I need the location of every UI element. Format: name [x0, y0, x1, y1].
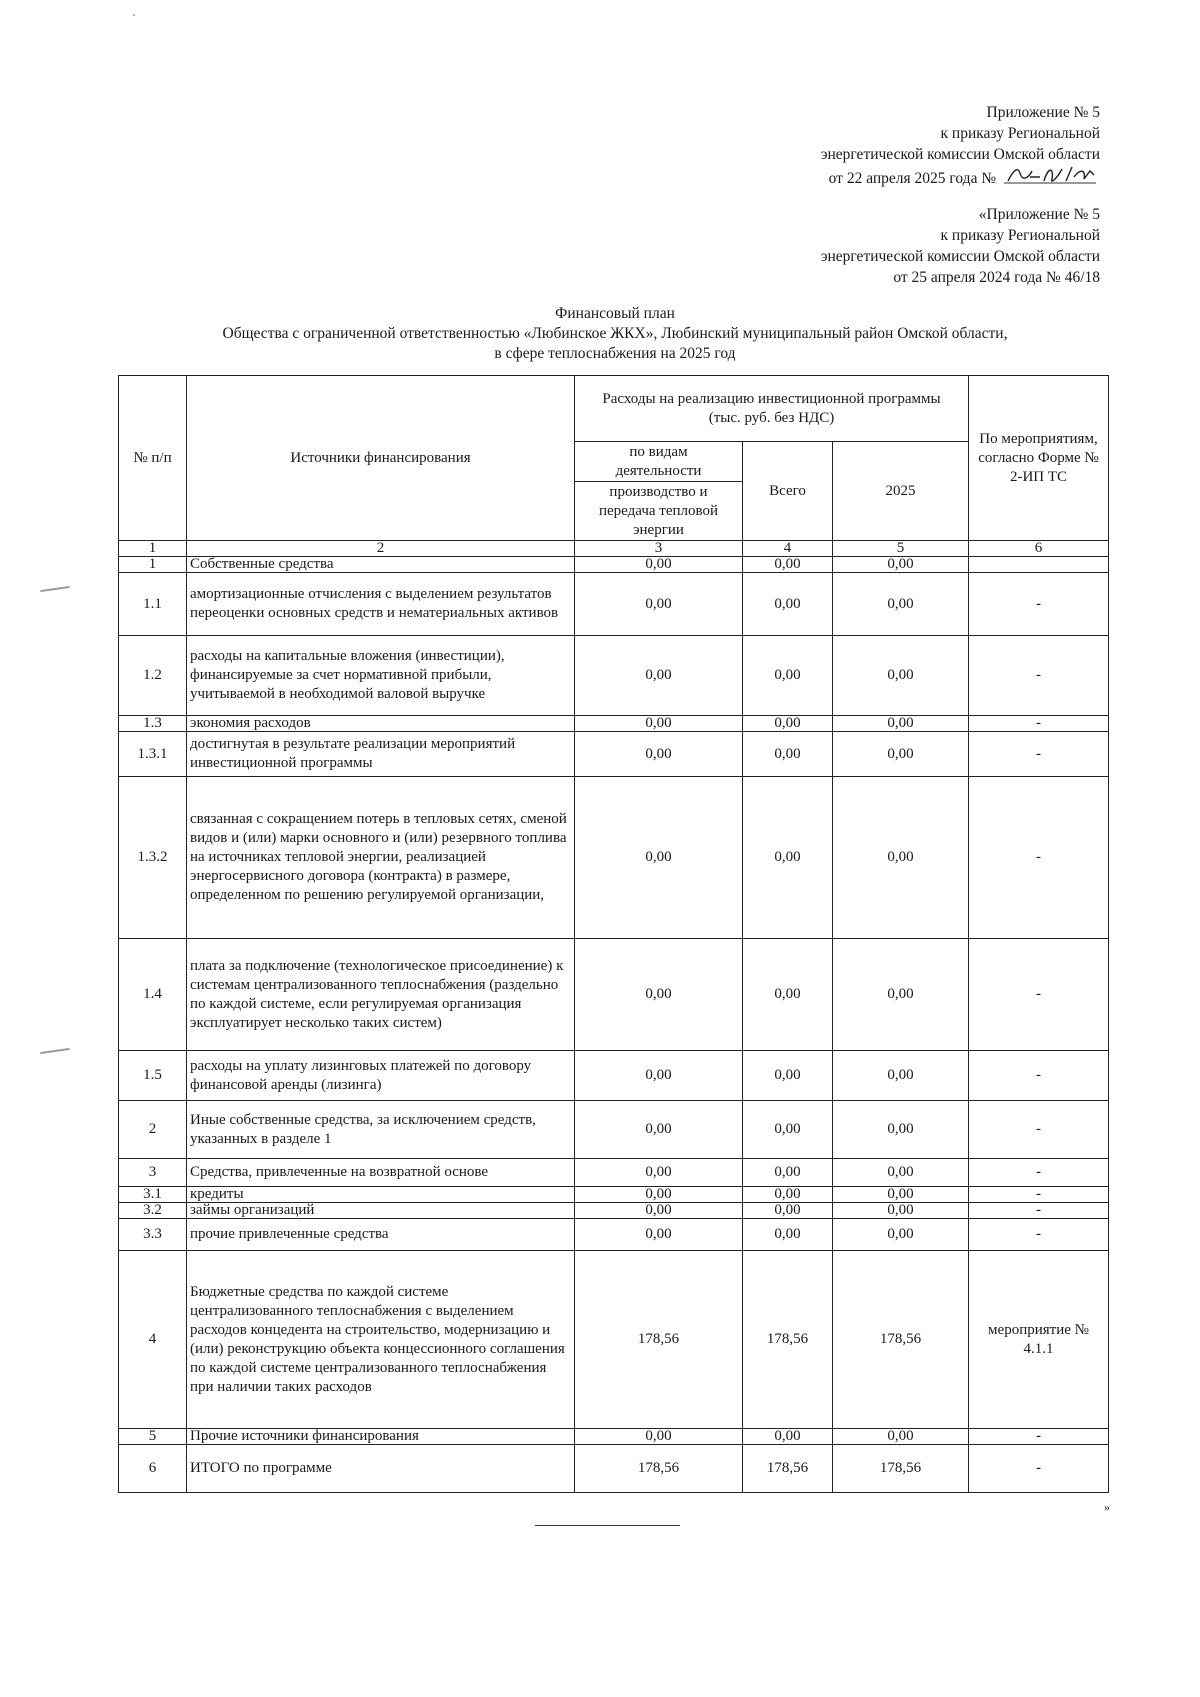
column-number-cell: 4	[743, 541, 833, 557]
row-year-value: 0,00	[833, 1219, 969, 1251]
row-production-value: 0,00	[575, 573, 743, 636]
column-number-cell: 5	[833, 541, 969, 557]
header-line: энергетической комиссии Омской области	[820, 248, 1100, 265]
row-production-value: 0,00	[575, 1159, 743, 1187]
row-year-value: 0,00	[833, 716, 969, 732]
header-line: энергетической комиссии Омской области	[820, 146, 1100, 163]
table-row	[119, 1051, 1109, 1101]
row-number: 1.2	[119, 636, 187, 716]
financial-plan-table	[118, 375, 1109, 1493]
row-source-name: Бюджетные средства по каждой системе централизованного теплоснабжения с выделением расходов концедента на строительство, модернизацию и (или) реконструкцию объекта концессионного соглашения по каждой системе централизованного теплоснабжения при наличии таких расходов	[187, 1251, 575, 1429]
row-year-value: 0,00	[833, 777, 969, 939]
closing-divider	[535, 1525, 680, 1526]
row-number: 5	[119, 1429, 187, 1445]
row-events-ref: мероприятие № 4.1.1	[969, 1251, 1109, 1429]
row-source-name: Собственные средства	[187, 557, 575, 573]
row-production-value: 0,00	[575, 939, 743, 1051]
row-source-name: экономия расходов	[187, 716, 575, 732]
row-source-name: займы организаций	[187, 1203, 575, 1219]
title-line: в сфере теплоснабжения на 2025 год	[494, 345, 736, 362]
table-row	[119, 1203, 1109, 1219]
row-source-name: плата за подключение (технологическое присоединение) к системам централизованного теплоснабжения (раздельно по каждой системе, если регулируемая организация эксплуатирует несколько таких систем)	[187, 939, 575, 1051]
row-year-value: 0,00	[833, 636, 969, 716]
row-number: 4	[119, 1251, 187, 1429]
row-production-value: 0,00	[575, 1203, 743, 1219]
row-year-value: 0,00	[833, 939, 969, 1051]
row-total-value: 0,00	[743, 1219, 833, 1251]
header-num: № п/п	[119, 376, 187, 541]
table-row	[119, 1251, 1109, 1429]
row-year-value: 0,00	[833, 1187, 969, 1203]
row-events-ref: -	[969, 1429, 1109, 1445]
row-events-ref: -	[969, 1203, 1109, 1219]
header-events: По мероприятиям, согласно Форме № 2-ИП ТС	[969, 376, 1109, 541]
row-production-value: 0,00	[575, 716, 743, 732]
table-row	[119, 1445, 1109, 1493]
column-number-cell: 2	[187, 541, 575, 557]
title-line: Финансовый план	[555, 305, 675, 322]
row-number: 1.5	[119, 1051, 187, 1101]
table-row	[119, 777, 1109, 939]
closing-quote-mark: »	[1104, 1500, 1110, 1514]
column-number-cell: 6	[969, 541, 1109, 557]
row-events-ref	[969, 557, 1109, 573]
row-number: 1.3	[119, 716, 187, 732]
row-production-value: 0,00	[575, 1101, 743, 1159]
header-source: Источники финансирования	[187, 376, 575, 541]
table-row	[119, 636, 1109, 716]
row-number: 3.2	[119, 1203, 187, 1219]
row-events-ref: -	[969, 1219, 1109, 1251]
row-total-value: 178,56	[743, 1445, 833, 1493]
table-row	[119, 1101, 1109, 1159]
scan-mark	[40, 1048, 70, 1054]
row-total-value: 0,00	[743, 732, 833, 777]
row-source-name: связанная с сокращением потерь в тепловых сетях, сменой видов и (или) марки основного и (или) резервного топлива на источниках тепловой энергии, реализацией энергосервисного договора (контракта) в размере, определенном по решению регулируемой организации,	[187, 777, 575, 939]
row-production-value: 0,00	[575, 732, 743, 777]
table-row	[119, 939, 1109, 1051]
row-production-value: 0,00	[575, 777, 743, 939]
row-number: 2	[119, 1101, 187, 1159]
row-source-name: Иные собственные средства, за исключением средств, указанных в разделе 1	[187, 1101, 575, 1159]
column-number-cell: 1	[119, 541, 187, 557]
row-events-ref: -	[969, 636, 1109, 716]
row-events-ref: -	[969, 777, 1109, 939]
row-number: 3.1	[119, 1187, 187, 1203]
scan-mark	[133, 14, 135, 16]
row-events-ref: -	[969, 573, 1109, 636]
row-production-value: 178,56	[575, 1251, 743, 1429]
table-row	[119, 1429, 1109, 1445]
row-total-value: 0,00	[743, 1101, 833, 1159]
table-row	[119, 557, 1109, 573]
row-production-value: 0,00	[575, 1051, 743, 1101]
row-source-name: ИТОГО по программе	[187, 1445, 575, 1493]
row-source-name: расходы на капитальные вложения (инвестиции), финансируемые за счет нормативной прибыли, учитываемой в необходимой валовой выручке	[187, 636, 575, 716]
header-line: Приложение № 5	[986, 104, 1100, 121]
handwritten-number-signature	[1000, 165, 1100, 187]
row-events-ref: -	[969, 1051, 1109, 1101]
row-source-name: Средства, привлеченные на возвратной основе	[187, 1159, 575, 1187]
row-events-ref: -	[969, 1101, 1109, 1159]
title-line: Общества с ограниченной ответственностью «Любинское ЖКХ», Любинский муниципальный район Омской области,	[222, 325, 1008, 342]
document-title	[110, 304, 1120, 364]
row-total-value: 0,00	[743, 1429, 833, 1445]
header-order-line	[821, 165, 1100, 189]
table-row	[119, 1219, 1109, 1251]
row-source-name: амортизационные отчисления с выделением результатов переоценки основных средств и нематериальных активов	[187, 573, 575, 636]
header-previous-order	[821, 204, 1100, 288]
row-production-value: 0,00	[575, 1429, 743, 1445]
row-total-value: 0,00	[743, 1051, 833, 1101]
row-number: 1.1	[119, 573, 187, 636]
row-total-value: 0,00	[743, 636, 833, 716]
header-line: к приказу Региональной	[940, 125, 1100, 142]
row-events-ref: -	[969, 1445, 1109, 1493]
header-line: «Приложение № 5	[978, 206, 1100, 223]
row-year-value: 178,56	[833, 1445, 969, 1493]
row-number: 3.3	[119, 1219, 187, 1251]
order-date-label: от 22 апреля 2025 года №	[828, 170, 997, 187]
row-number: 1	[119, 557, 187, 573]
header-total: Всего	[743, 442, 833, 541]
row-total-value: 0,00	[743, 777, 833, 939]
row-year-value: 0,00	[833, 1101, 969, 1159]
row-production-value: 0,00	[575, 1187, 743, 1203]
header-line: от 25 апреля 2024 года № 46/18	[893, 269, 1100, 286]
row-source-name: прочие привлеченные средства	[187, 1219, 575, 1251]
row-source-name: Прочие источники финансирования	[187, 1429, 575, 1445]
table-row	[119, 1159, 1109, 1187]
row-total-value: 0,00	[743, 1187, 833, 1203]
header-expenses: Расходы на реализацию инвестиционной программы (тыс. руб. без НДС)	[575, 376, 969, 442]
row-source-name: расходы на уплату лизинговых платежей по договору финансовой аренды (лизинга)	[187, 1051, 575, 1101]
table-row	[119, 716, 1109, 732]
row-production-value: 0,00	[575, 557, 743, 573]
row-number: 6	[119, 1445, 187, 1493]
row-total-value: 0,00	[743, 939, 833, 1051]
header-year: 2025	[833, 442, 969, 541]
scan-mark	[40, 586, 70, 592]
row-total-value: 178,56	[743, 1251, 833, 1429]
row-total-value: 0,00	[743, 557, 833, 573]
row-production-value: 0,00	[575, 636, 743, 716]
row-production-value: 0,00	[575, 1219, 743, 1251]
row-events-ref: -	[969, 732, 1109, 777]
row-total-value: 0,00	[743, 1203, 833, 1219]
row-year-value: 0,00	[833, 1203, 969, 1219]
column-numbers-row	[119, 541, 1109, 557]
row-number: 1.4	[119, 939, 187, 1051]
row-year-value: 0,00	[833, 1429, 969, 1445]
row-number: 3	[119, 1159, 187, 1187]
row-year-value: 0,00	[833, 573, 969, 636]
row-year-value: 0,00	[833, 732, 969, 777]
header-by-activity: по видам деятельности	[575, 442, 743, 482]
row-events-ref: -	[969, 716, 1109, 732]
header-line: к приказу Региональной	[940, 227, 1100, 244]
row-total-value: 0,00	[743, 716, 833, 732]
table-row	[119, 732, 1109, 777]
row-events-ref: -	[969, 1159, 1109, 1187]
row-number: 1.3.1	[119, 732, 187, 777]
row-production-value: 178,56	[575, 1445, 743, 1493]
row-year-value: 0,00	[833, 1051, 969, 1101]
table-row	[119, 1187, 1109, 1203]
column-number-cell: 3	[575, 541, 743, 557]
row-source-name: достигнутая в результате реализации мероприятий инвестиционной программы	[187, 732, 575, 777]
header-production: производство и передача тепловой энергии	[575, 482, 743, 541]
row-total-value: 0,00	[743, 573, 833, 636]
row-events-ref: -	[969, 939, 1109, 1051]
row-total-value: 0,00	[743, 1159, 833, 1187]
row-year-value: 0,00	[833, 557, 969, 573]
row-year-value: 178,56	[833, 1251, 969, 1429]
row-events-ref: -	[969, 1187, 1109, 1203]
table-row	[119, 573, 1109, 636]
header-current-order	[821, 102, 1100, 189]
row-year-value: 0,00	[833, 1159, 969, 1187]
row-source-name: кредиты	[187, 1187, 575, 1203]
row-number: 1.3.2	[119, 777, 187, 939]
